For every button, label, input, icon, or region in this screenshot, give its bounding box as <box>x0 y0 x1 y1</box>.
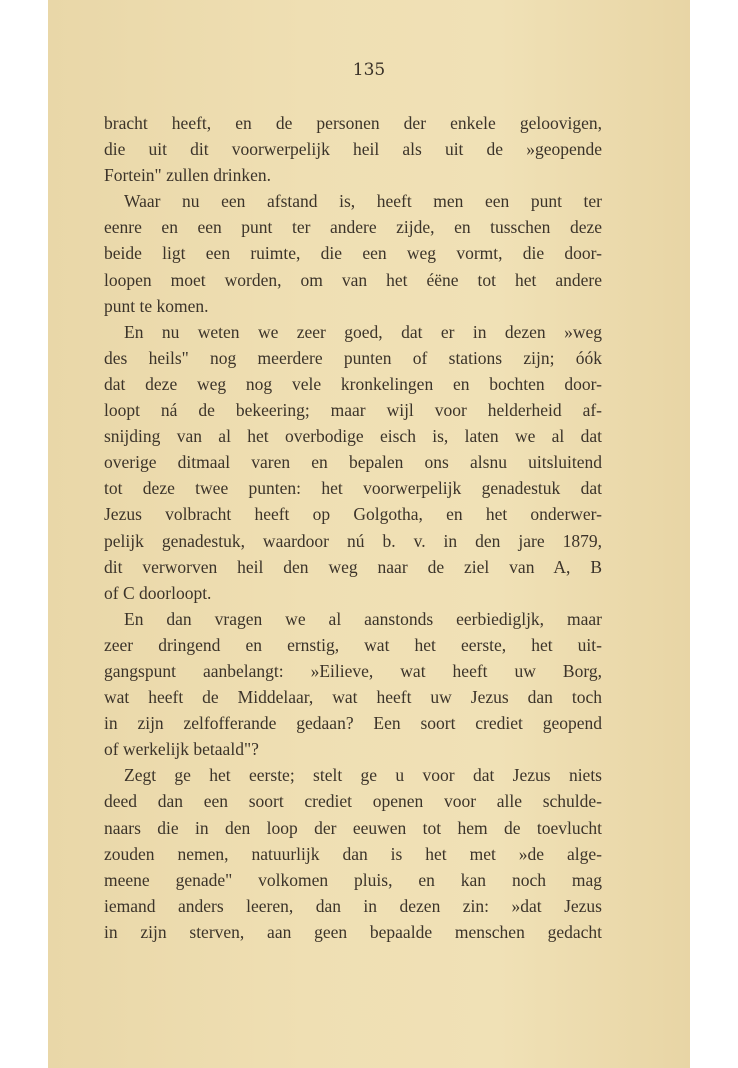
book-page <box>48 0 690 1068</box>
text-line: naars die in den loop der eeuwen tot hem de toevlucht <box>104 817 602 838</box>
text-line: loopt ná de bekeering; maar wijl voor helderheid af- <box>104 400 602 421</box>
text-line: meene genade" volkomen pluis, en kan noch mag <box>104 869 602 890</box>
text-line: zouden nemen, natuurlijk dan is het met »de alge- <box>104 843 602 864</box>
text-line: Fortein" zullen drinken. <box>104 165 272 186</box>
text-line: overige ditmaal varen en bepalen ons alsnu uitsluitend <box>104 452 602 473</box>
text-line: of C doorloopt. <box>104 582 212 603</box>
text-line: of werkelijk betaald"? <box>104 739 259 760</box>
text-line: dit verworven heil den weg naar de ziel van A, B <box>104 556 602 577</box>
text-line: beide ligt een ruimte, die een weg vormt, die door- <box>104 243 602 264</box>
text-line: Zegt ge het eerste; stelt ge u voor dat Jezus niets <box>124 765 602 786</box>
text-line: Waar nu een afstand is, heeft men een punt ter <box>124 191 602 212</box>
text-line: zeer dringend en ernstig, wat het eerste, het uit- <box>104 634 602 655</box>
text-line: die uit dit voorwerpelijk heil als uit de »geopende <box>104 139 602 160</box>
text-line: eenre en een punt ter andere zijde, en tusschen deze <box>104 217 602 238</box>
text-line: punt te komen. <box>104 295 209 316</box>
text-line: Jezus volbracht heeft op Golgotha, en het onderwer- <box>104 504 602 525</box>
text-line: En dan vragen we al aanstonds eerbiedigljk, maar <box>124 608 602 629</box>
page-number: 135 <box>352 60 386 80</box>
text-line: in zijn zelfofferande gedaan? Een soort crediet geopend <box>104 713 602 734</box>
text-line: pelijk genadestuk, waardoor nú b. v. in den jare 1879, <box>104 530 602 551</box>
text-line: tot deze twee punten: het voorwerpelijk genadestuk dat <box>104 478 602 499</box>
text-line: bracht heeft, en de personen der enkele geloovigen, <box>104 113 602 133</box>
text-line: deed dan een soort crediet openen voor alle schulde- <box>104 791 602 812</box>
text-line: snijding van al het overbodige eisch is, laten we al dat <box>104 426 602 447</box>
text-line: gangspunt aanbelangt: »Eilieve, wat heeft uw Borg, <box>104 660 602 681</box>
text-line: des heils" nog meerdere punten of stations zijn; óók <box>104 347 602 368</box>
body-text <box>104 110 602 945</box>
text-line: wat heeft de Middelaar, wat heeft uw Jezus dan toch <box>104 687 602 708</box>
text-line: iemand anders leeren, dan in dezen zin: »dat Jezus <box>104 895 602 916</box>
text-line: in zijn sterven, aan geen bepaalde menschen gedacht <box>104 921 602 942</box>
text-line: En nu weten we zeer goed, dat er in dezen »weg <box>124 321 602 342</box>
text-line: dat deze weg nog vele kronkelingen en bochten door- <box>104 373 602 394</box>
text-line: loopen moet worden, om van het éëne tot het andere <box>104 269 602 290</box>
